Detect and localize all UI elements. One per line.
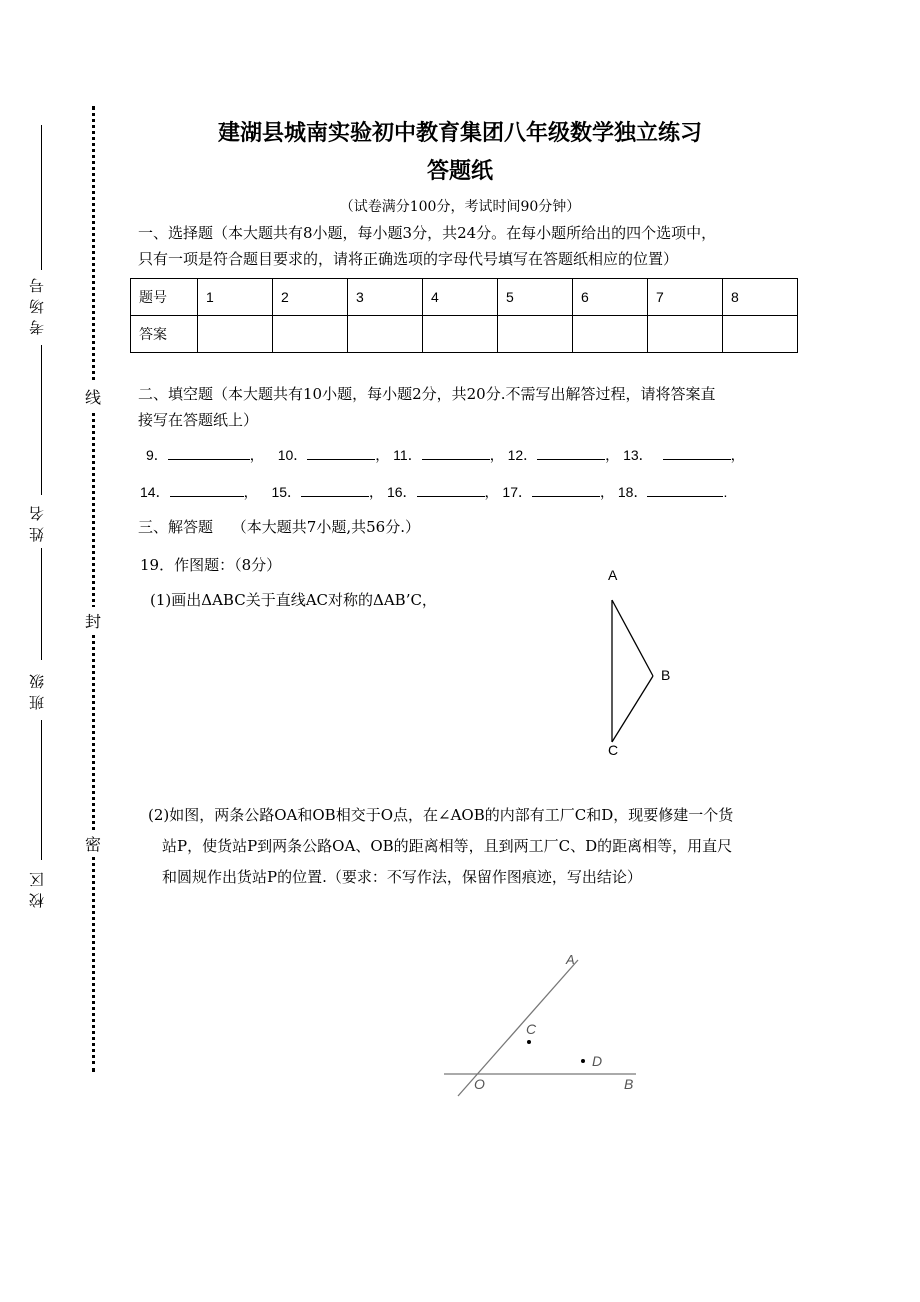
blank-item: 14． ， (140, 484, 258, 500)
exam-note: （试卷满分100分，考试时间90分钟） (339, 199, 581, 215)
table-cell: 3 (348, 279, 423, 316)
table-header-answer: 答案 (131, 316, 198, 353)
answer-cell[interactable] (648, 316, 723, 353)
label-b: B (661, 667, 671, 683)
table-header-number: 题号 (131, 279, 198, 316)
binding-line-2 (41, 345, 42, 495)
blank-number: 10． (277, 447, 308, 463)
blank-line[interactable] (307, 445, 375, 460)
blank-line[interactable] (663, 445, 731, 460)
binding-line-3 (41, 548, 42, 660)
table-cell: 5 (498, 279, 573, 316)
blank-item: 16． ， (386, 484, 499, 500)
blank-line[interactable] (532, 482, 600, 497)
blank-item: 12． ， (507, 447, 620, 463)
section2-heading-line1: 二、填空题（本大题共有10小题，每小题2分，共20分.不需写出解答过程，请将答案直 (138, 385, 716, 403)
name-label: 姓名 (28, 500, 46, 542)
table-cell: 7 (648, 279, 723, 316)
page-title: 建湖县城南实验初中教育集团八年级数学独立练习 (217, 121, 702, 146)
blank-line[interactable] (647, 482, 723, 497)
blank-line[interactable] (417, 482, 485, 497)
table-row (131, 316, 798, 353)
section3-heading-title: 三、解答题 (138, 518, 214, 536)
page-subtitle: 答题纸 (426, 159, 493, 184)
blank-number: 9． (146, 447, 168, 463)
segment-bc (612, 676, 653, 742)
blank-item (618, 482, 727, 502)
table-cell: 1 (198, 279, 273, 316)
blank-line[interactable] (170, 482, 244, 497)
label-d: D (592, 1053, 603, 1069)
q19-part2 (148, 800, 733, 893)
label-o: O (474, 1076, 485, 1092)
seal-dotted-line (92, 106, 95, 1072)
blank-number: 17． (502, 484, 532, 500)
point-c (527, 1040, 531, 1044)
blank-number: 13． (623, 447, 653, 463)
table-cell: 4 (423, 279, 498, 316)
seal-char-seal: 封 (85, 607, 101, 634)
exam-room-label: 考场号 (28, 272, 46, 335)
blank-line[interactable] (422, 445, 490, 460)
blank-number: 11． (393, 447, 422, 463)
label-b: B (624, 1076, 634, 1092)
triangle-figure (600, 562, 690, 762)
q19-title: 19．作图题：（8分） (140, 556, 282, 574)
answer-cell[interactable] (573, 316, 648, 353)
campus-label: 校区 (28, 866, 46, 908)
blank-line[interactable] (168, 445, 250, 460)
section1-heading (138, 220, 716, 272)
class-label: 班级 (28, 668, 46, 710)
answer-table (130, 278, 798, 353)
q19-part1: (1)画出ΔABC关于直线AC对称的ΔAB’C， (150, 591, 437, 609)
blank-line[interactable] (301, 482, 369, 497)
blank-number: 18． (617, 484, 648, 500)
answer-cell[interactable] (723, 316, 798, 353)
blank-item (623, 445, 745, 465)
seal-char-line: 线 (85, 383, 101, 410)
blank-number: 12． (507, 447, 538, 463)
fill-blank-row-1 (146, 445, 745, 465)
blank-number: 16． (386, 484, 417, 500)
q19-part2-line1: (2)如图，两条公路OA和OB相交于O点，在∠AOB的内部有工厂C和D，现要修建一个货 (148, 806, 734, 824)
label-a: A (566, 952, 575, 967)
blank-item: 9． ， (146, 447, 264, 463)
blank-item: 10． ， (277, 447, 390, 463)
answer-cell[interactable] (498, 316, 573, 353)
label-c: C (526, 1021, 537, 1037)
label-a: A (608, 567, 618, 583)
label-c: C (608, 742, 619, 758)
table-cell: 6 (573, 279, 648, 316)
seal-char-secret: 密 (85, 830, 101, 857)
section2-heading (138, 381, 716, 433)
blank-item: 17． ， (502, 484, 614, 500)
section3-heading (138, 516, 420, 537)
binding-line-4 (41, 720, 42, 860)
table-row (131, 279, 798, 316)
table-cell: 2 (273, 279, 348, 316)
answer-cell[interactable] (348, 316, 423, 353)
point-d (581, 1059, 585, 1063)
fill-blank-row-2 (140, 482, 727, 502)
answer-cell[interactable] (198, 316, 273, 353)
q19-part2-line3: 和圆规作出货站P的位置.（要求：不写作法，保留作图痕迹，写出结论） (162, 868, 642, 886)
section3-heading-note: （本大题共7小题,共56分.） (231, 518, 420, 536)
blank-number: 15． (271, 484, 302, 500)
section2-heading-line2: 接写在答题纸上） (138, 411, 259, 429)
q19-part2-line2: 站P，使货站P到两条公路OA、OB的距离相等，且到两工厂C、D的距离相等，用直尺 (162, 837, 733, 855)
blank-item: 11． ， (393, 447, 504, 463)
section1-heading-line1: 一、选择题（本大题共有8小题，每小题3分，共24分。在每小题所给出的四个选项中， (138, 224, 717, 242)
section1-heading-line2: 只有一项是符合题目要求的，请将正确选项的字母代号填写在答题纸相应的位置） (138, 250, 679, 268)
answer-cell[interactable] (423, 316, 498, 353)
blank-line[interactable] (537, 445, 605, 460)
segment-ab (612, 600, 653, 676)
angle-figure (440, 950, 650, 1100)
table-cell: 8 (723, 279, 798, 316)
answer-cell[interactable] (273, 316, 348, 353)
row2-end: . (723, 484, 728, 500)
blank-number: 14． (140, 484, 170, 500)
row1-end: ， (730, 447, 745, 463)
blank-item: 15． ， (271, 484, 384, 500)
